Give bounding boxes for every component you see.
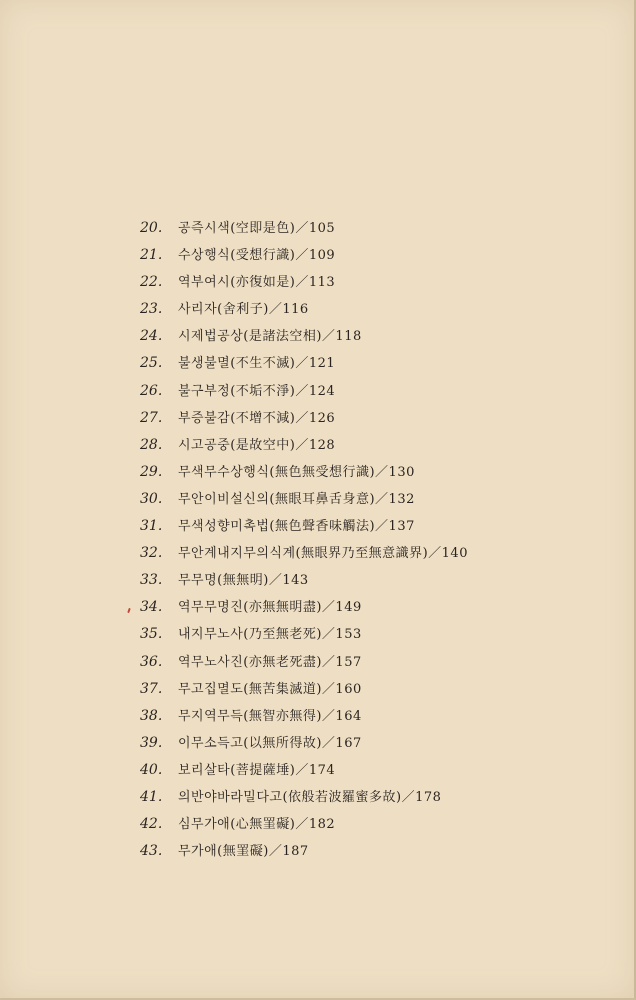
entry-title: 불구부정(不垢不淨)／124 (178, 383, 336, 399)
toc-entry[interactable] (140, 811, 610, 838)
toc-entry[interactable] (140, 540, 610, 567)
ink-speck (127, 608, 131, 613)
entry-number: 39. (140, 734, 163, 751)
entry-title: 심무가애(心無罣礙)／182 (178, 817, 336, 833)
toc-entry[interactable] (140, 567, 610, 594)
toc-entry[interactable] (140, 621, 610, 648)
entry-number: 38. (140, 707, 163, 724)
entry-number: 40. (140, 761, 163, 778)
table-of-contents (140, 215, 610, 865)
toc-entry[interactable] (140, 432, 610, 459)
entry-number: 21. (140, 247, 163, 264)
entry-number: 30. (140, 490, 163, 507)
entry-number: 25. (140, 355, 163, 372)
entry-number: 22. (140, 274, 163, 291)
toc-entry[interactable] (140, 703, 610, 730)
entry-title: 역무무명진(亦無無明盡)／149 (178, 600, 362, 616)
entry-number: 23. (140, 301, 163, 318)
entry-number: 35. (140, 626, 163, 643)
entry-number: 33. (140, 572, 163, 589)
entry-number: 37. (140, 680, 163, 697)
entry-title: 무안이비설신의(無眼耳鼻舌身意)／132 (178, 491, 415, 507)
toc-entry[interactable] (140, 296, 610, 323)
entry-title: 무고집멸도(無苦集滅道)／160 (178, 681, 362, 697)
entry-title: 부증불감(不增不減)／126 (178, 410, 336, 426)
entry-title: 무색성향미촉법(無色聲香味觸法)／137 (178, 519, 415, 535)
entry-number: 26. (140, 382, 163, 399)
toc-entry[interactable] (140, 378, 610, 405)
entry-title: 무지역무득(無智亦無得)／164 (178, 708, 362, 724)
toc-entry[interactable] (140, 838, 610, 865)
entry-number: 43. (140, 843, 163, 860)
toc-entry[interactable] (140, 215, 610, 242)
toc-entry[interactable] (140, 757, 610, 784)
entry-number: 34. (140, 599, 163, 616)
entry-number: 28. (140, 436, 163, 453)
toc-entry[interactable] (140, 405, 610, 432)
entry-title: 수상행식(受想行識)／109 (178, 248, 336, 264)
toc-entry[interactable] (140, 323, 610, 350)
entry-number: 29. (140, 463, 163, 480)
toc-entry[interactable] (140, 676, 610, 703)
entry-title: 무안계내지무의식계(無眼界乃至無意識界)／140 (178, 546, 468, 562)
toc-entry[interactable] (140, 242, 610, 269)
entry-number: 36. (140, 653, 163, 670)
entry-number: 32. (140, 545, 163, 562)
entry-number: 24. (140, 328, 163, 345)
entry-title: 의반야바라밀다고(依般若波羅蜜多故)／178 (178, 789, 442, 805)
entry-number: 31. (140, 518, 163, 535)
entry-title: 시고공중(是故空中)／128 (178, 437, 336, 453)
entry-title: 무색무수상행식(無色無受想行識)／130 (178, 464, 415, 480)
toc-entry[interactable] (140, 459, 610, 486)
entry-title: 무가애(無罣礙)／187 (178, 844, 309, 860)
entry-number: 27. (140, 409, 163, 426)
toc-entry[interactable] (140, 269, 610, 296)
toc-entry[interactable] (140, 784, 610, 811)
toc-entry[interactable] (140, 594, 610, 621)
entry-number: 42. (140, 816, 163, 833)
toc-entry[interactable] (140, 513, 610, 540)
entry-title: 내지무노사(乃至無老死)／153 (178, 627, 362, 643)
entry-title: 불생불멸(不生不滅)／121 (178, 356, 336, 372)
entry-title: 역부여시(亦復如是)／113 (178, 275, 336, 291)
toc-entry[interactable] (140, 350, 610, 377)
entry-title: 시제법공상(是諸法空相)／118 (178, 329, 362, 345)
toc-entry[interactable] (140, 730, 610, 757)
entry-number: 20. (140, 220, 163, 236)
entry-number: 41. (140, 788, 163, 805)
entry-title: 이무소득고(以無所得故)／167 (178, 735, 362, 751)
entry-title: 사리자(舍利子)／116 (178, 302, 309, 318)
entry-title: 역무노사진(亦無老死盡)／157 (178, 654, 362, 670)
entry-title: 무무명(無無明)／143 (178, 573, 309, 589)
entry-title: 공즉시색(空即是色)／105 (178, 221, 336, 236)
toc-entry[interactable] (140, 486, 610, 513)
toc-entry[interactable] (140, 649, 610, 676)
entry-title: 보리살타(菩提薩埵)／174 (178, 762, 336, 778)
